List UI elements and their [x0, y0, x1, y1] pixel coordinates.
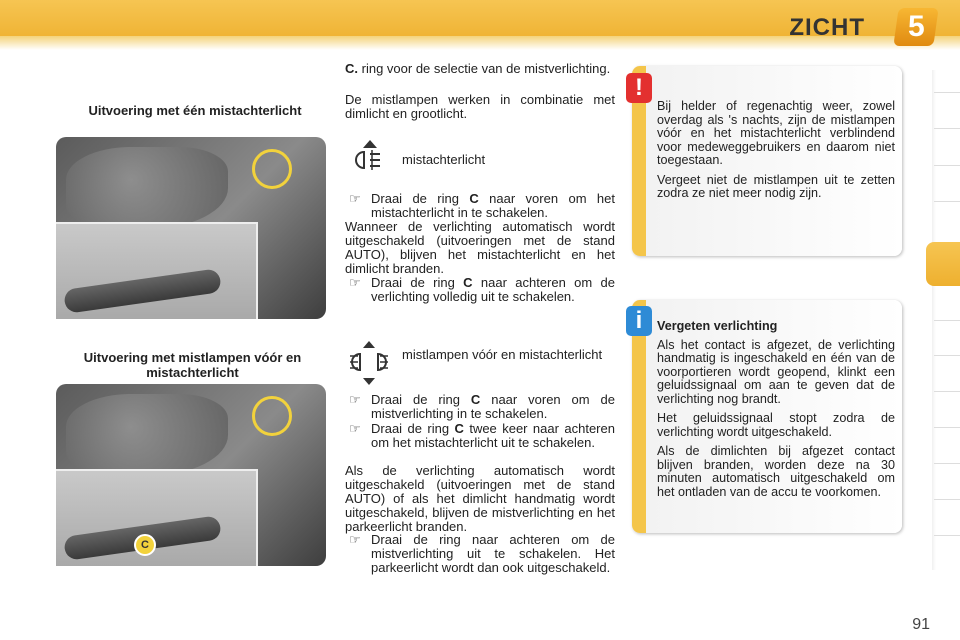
highlight-ring: [252, 149, 292, 189]
warning-paragraph-1: Bij helder of regenachtig weer, zowel overdag als 's nachts, zijn de mistlampen vóór en het mistachterlicht verblindend voor medeweggebruikers en daarom niet toegestaan.: [657, 99, 895, 167]
tab-divider[interactable]: [934, 201, 960, 202]
bullet-3: ☞ Draai de ring C naar voren om de mistverlichting in te schakelen.: [349, 392, 615, 421]
info-paragraph-2: Het geluidssignaal stopt zodra de verlichting wordt uitgeschakeld.: [657, 411, 895, 439]
active-chapter-tab[interactable]: [926, 242, 960, 286]
bullet-2: ☞ Draai de ring C naar achteren om de verlichting volledig uit te schakelen.: [349, 275, 615, 304]
hand-icon: ☞: [349, 275, 361, 290]
auto-paragraph-2: Als de verlichting automatisch wordt uitgeschakeld (uitvoeringen met de stand AUTO) of als het dimlicht handmatig wordt uitgeschakeld, blijven de mistverlichting en het parkeerlicht branden.: [345, 463, 615, 534]
front-rear-fog-label: mistlampen vóór en mistachterlicht: [402, 347, 603, 362]
front-rear-fog-icon: [346, 340, 392, 386]
info-icon: i: [626, 306, 652, 336]
chapter-number: 5: [907, 10, 925, 43]
tab-divider[interactable]: [934, 463, 960, 464]
page-number: 91: [912, 616, 930, 633]
photo-single-rear-fog: [56, 137, 326, 319]
heading-single-rear-fog: Uitvoering met één mistachterlicht: [88, 103, 302, 118]
c-text: ring voor de selectie van de mistverlichting.: [361, 61, 611, 76]
dashboard-shape: [66, 394, 228, 476]
warning-text: [657, 100, 895, 207]
rear-fog-label: mistachterlicht: [402, 152, 486, 167]
info-title: Vergeten verlichting: [657, 319, 778, 333]
tab-divider[interactable]: [934, 128, 960, 129]
chapter-title: ZICHT: [789, 14, 865, 41]
hand-icon: ☞: [349, 191, 361, 206]
warning-paragraph-2: Vergeet niet de mistlampen uit te zetten zodra ze niet meer nodig zijn.: [657, 172, 895, 200]
intro-text: De mistlampen werken in combinatie met dimlicht en grootlicht.: [345, 92, 615, 121]
callout-c: C: [134, 534, 156, 556]
tab-divider[interactable]: [934, 92, 960, 93]
tab-divider[interactable]: [934, 427, 960, 428]
info-text: [657, 320, 895, 505]
tab-divider[interactable]: [934, 391, 960, 392]
tab-divider[interactable]: [934, 165, 960, 166]
bullet-4: ☞ Draai de ring C twee keer naar achteren om het mistachterlicht uit te schakelen.: [349, 421, 615, 450]
heading-front-rear-fog: Uitvoering met mistlampen vóór en mistachterlicht: [83, 350, 302, 380]
info-paragraph-1: Als het contact is afgezet, de verlichting handmatig is ingeschakeld en één van de voorportieren wordt geopend, klinkt een geluidssignaal om aan te geven dat de verlichting nog brandt.: [657, 337, 895, 406]
bullet-5: ☞ Draai de ring naar achteren om de mistverlichting uit te schakelen. Het parkeerlicht wordt dan ook uitgeschakeld.: [349, 532, 615, 575]
dashboard-shape: [66, 147, 228, 229]
tab-divider[interactable]: [934, 535, 960, 536]
highlight-ring: [252, 396, 292, 436]
photo-front-rear-fog: [56, 384, 326, 566]
rear-fog-icon: [350, 138, 390, 178]
hand-icon: ☞: [349, 532, 361, 547]
bullet-1: ☞ Draai de ring C naar voren om het mistachterlicht in te schakelen.: [349, 191, 615, 220]
hand-icon: ☞: [349, 421, 361, 436]
tab-divider[interactable]: [934, 320, 960, 321]
info-paragraph-3: Als de dimlichten bij afgezet contact blijven branden, worden deze na 30 minuten automatisch uitgeschakeld om het ontladen van de accu te voorkomen.: [657, 444, 895, 499]
c-label: C.: [345, 61, 358, 76]
hand-icon: ☞: [349, 392, 361, 407]
side-tabs: [932, 70, 960, 570]
auto-paragraph: Wanneer de verlichting automatisch wordt uitgeschakeld (uitvoeringen met de stand AUTO), blijven het mistachterlicht en het dimlicht branden.: [345, 219, 615, 276]
tab-divider[interactable]: [934, 355, 960, 356]
c-description: [345, 62, 615, 76]
tab-divider[interactable]: [934, 499, 960, 500]
warning-icon: !: [626, 73, 652, 103]
chapter-badge[interactable]: [893, 8, 938, 46]
